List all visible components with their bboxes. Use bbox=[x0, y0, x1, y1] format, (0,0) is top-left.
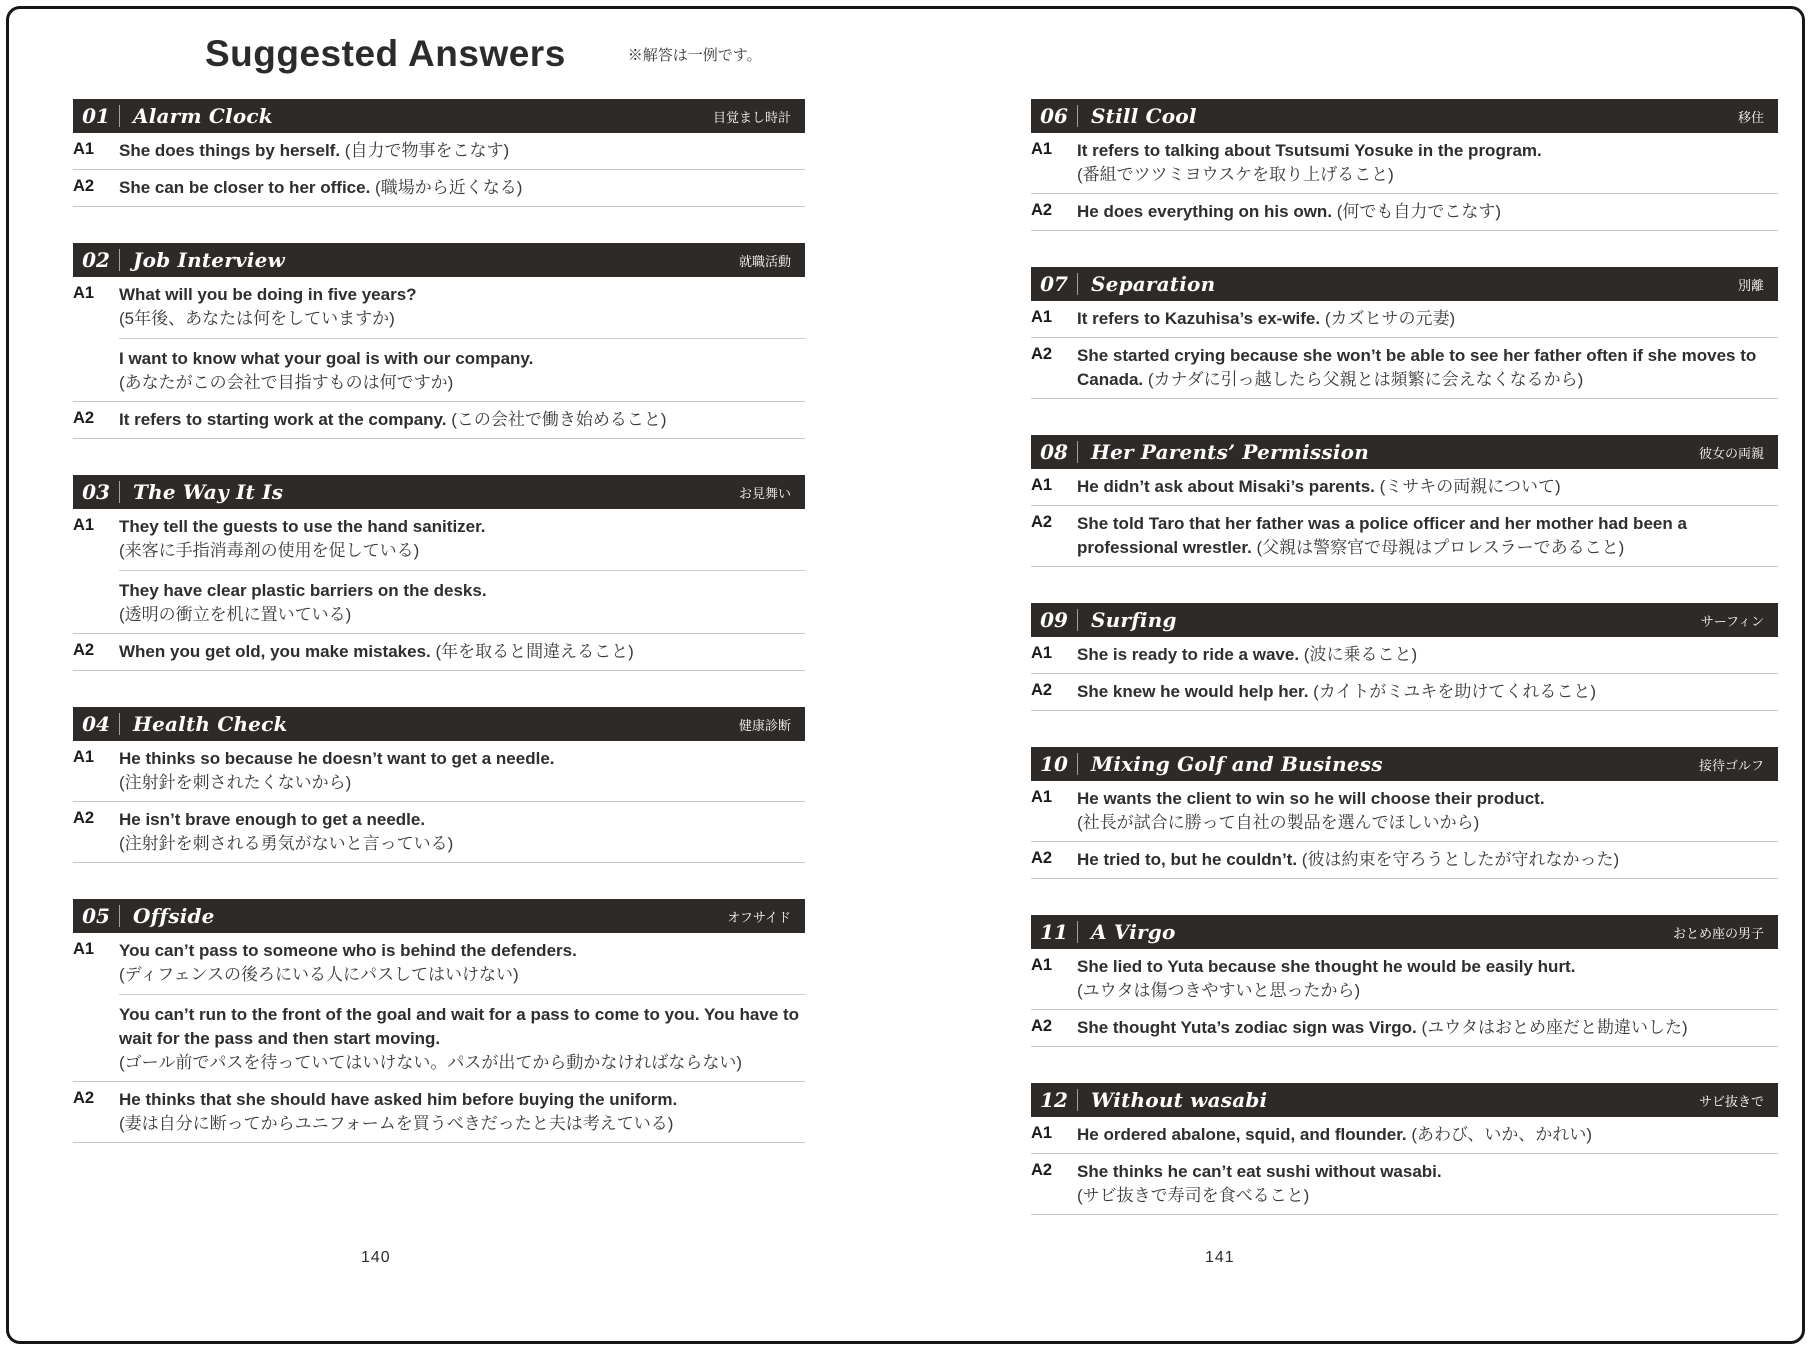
answer-list bbox=[73, 933, 805, 1143]
answer-japanese: (カイトがミユキを助けてくれること) bbox=[1313, 682, 1596, 701]
answer-body bbox=[119, 1088, 805, 1136]
answer-english: She does things by herself. bbox=[119, 141, 345, 160]
answer-label: A1 bbox=[1031, 140, 1053, 158]
section-header-divider bbox=[1077, 441, 1078, 463]
section-number: 10 bbox=[1040, 752, 1068, 776]
answer-japanese: (カズヒサの元妻) bbox=[1324, 309, 1456, 328]
section-title: Health Check bbox=[133, 712, 288, 736]
answer-body bbox=[1077, 680, 1778, 704]
answer-english: He didn’t ask about Misaki’s parents. bbox=[1077, 477, 1380, 496]
answer-label: A1 bbox=[73, 140, 95, 158]
answer-japanese: (彼は約束を守ろうとしたが守れなかった) bbox=[1301, 850, 1620, 869]
section-header-divider bbox=[1077, 105, 1078, 127]
answer-row bbox=[1031, 949, 1778, 1010]
answer-alternative-divider bbox=[119, 338, 805, 339]
answer-label: A2 bbox=[1031, 513, 1053, 531]
answer-body bbox=[1077, 512, 1778, 560]
section-header-bar bbox=[1031, 915, 1778, 949]
answer-english: She can be closer to her office. bbox=[119, 178, 376, 197]
answer-label: A2 bbox=[1031, 1161, 1053, 1179]
answer-body bbox=[119, 640, 805, 664]
section-header-divider bbox=[1077, 609, 1078, 631]
answer-label: A1 bbox=[73, 940, 95, 958]
answer-label: A1 bbox=[1031, 476, 1053, 494]
section-tag-japanese: お見舞い bbox=[738, 485, 791, 501]
answer-japanese: (透明の衝立を机に置いている) bbox=[119, 605, 352, 624]
answer-row bbox=[1031, 1010, 1778, 1047]
section-title: Offside bbox=[133, 904, 215, 928]
section-header-bar bbox=[73, 99, 805, 133]
answer-row bbox=[1031, 781, 1778, 842]
answer-section bbox=[73, 475, 805, 671]
answer-text-line bbox=[1077, 200, 1778, 224]
answer-text-line bbox=[1077, 163, 1778, 187]
answer-section bbox=[1031, 915, 1778, 1047]
answer-japanese: (妻は自分に断ってからユニフォームを買うべきだったと夫は考えている) bbox=[119, 1114, 674, 1133]
section-header-bar bbox=[73, 243, 805, 277]
answer-body bbox=[1077, 200, 1778, 224]
section-number: 03 bbox=[82, 480, 110, 504]
page-title: Suggested Answers bbox=[205, 33, 566, 74]
answer-japanese: (あわび、いか、かれい) bbox=[1411, 1125, 1593, 1144]
answer-japanese: (自力で物事をこなす) bbox=[344, 141, 510, 160]
answer-english: She started crying because she won’t be able to see her father often if she moves to Canada. bbox=[1077, 346, 1757, 389]
section-tag-japanese: 健康診断 bbox=[738, 717, 791, 733]
answer-text-line bbox=[1077, 979, 1778, 1003]
answer-label: A1 bbox=[1031, 956, 1053, 974]
answer-label: A2 bbox=[1031, 681, 1053, 699]
answer-japanese: (ユウタは傷つきやすいと思ったから) bbox=[1077, 981, 1361, 1000]
answer-section bbox=[73, 707, 805, 863]
answer-row bbox=[73, 402, 805, 439]
answer-label: A1 bbox=[1031, 308, 1053, 326]
answer-japanese: (注射針を刺されたくないから) bbox=[119, 773, 352, 792]
answer-row bbox=[1031, 301, 1778, 338]
section-header-divider bbox=[1077, 921, 1078, 943]
answer-label: A1 bbox=[73, 748, 95, 766]
answer-row bbox=[73, 933, 805, 1082]
section-tag-japanese: 接待ゴルフ bbox=[1698, 757, 1764, 773]
answer-text-line: He isn’t brave enough to get a needle. bbox=[119, 810, 426, 829]
answer-text-line bbox=[119, 408, 805, 432]
answer-english: She knew he would help her. bbox=[1077, 682, 1314, 701]
answer-row bbox=[73, 1082, 805, 1143]
answer-list bbox=[1031, 781, 1778, 879]
answer-row bbox=[73, 277, 805, 402]
answer-body bbox=[119, 408, 805, 432]
answer-body bbox=[1077, 307, 1778, 331]
answers-note: ※解答は一例です。 bbox=[627, 46, 762, 64]
answer-label: A2 bbox=[73, 809, 95, 827]
section-tag-japanese: オフサイド bbox=[727, 909, 791, 925]
answer-text-line bbox=[119, 176, 805, 200]
answer-text-line: He wants the client to win so he will choose their product. bbox=[1077, 789, 1545, 808]
answer-text-line bbox=[1077, 1184, 1778, 1208]
answer-text-line bbox=[119, 1112, 805, 1136]
section-header-divider bbox=[119, 905, 120, 927]
section-number: 07 bbox=[1040, 272, 1068, 296]
answer-text-line: He thinks that she should have asked him before buying the uniform. bbox=[119, 1090, 678, 1109]
answer-body bbox=[1077, 1016, 1778, 1040]
answer-list bbox=[1031, 637, 1778, 711]
section-tag-japanese: 別離 bbox=[1737, 277, 1764, 293]
answer-japanese: (ユウタはおとめ座だと勘違いした) bbox=[1421, 1018, 1688, 1037]
answer-text-line bbox=[1077, 848, 1778, 872]
section-title: Her Parents’ Permission bbox=[1091, 440, 1369, 464]
section-tag-japanese: 就職活動 bbox=[738, 253, 791, 269]
section-header-divider bbox=[119, 481, 120, 503]
answer-row bbox=[1031, 637, 1778, 674]
answer-japanese: (ディフェンスの後ろにいる人にパスしてはいけない) bbox=[119, 965, 519, 984]
answer-text-line bbox=[1077, 1123, 1778, 1147]
answer-body bbox=[119, 747, 805, 795]
answer-english: He tried to, but he couldn’t. bbox=[1077, 850, 1302, 869]
answer-label: A1 bbox=[1031, 788, 1053, 806]
answer-body bbox=[119, 515, 805, 627]
section-tag-japanese: おとめ座の男子 bbox=[1672, 925, 1764, 941]
answer-japanese: (この会社で働き始めること) bbox=[451, 410, 667, 429]
answer-body bbox=[1077, 955, 1778, 1003]
answer-japanese: (職場から近くなる) bbox=[375, 178, 523, 197]
answer-japanese: (社長が試合に勝って自社の製品を選んでほしいから) bbox=[1077, 813, 1480, 832]
section-header-bar bbox=[1031, 267, 1778, 301]
answer-body bbox=[119, 139, 805, 163]
answer-list bbox=[73, 741, 805, 863]
section-number: 12 bbox=[1040, 1088, 1068, 1112]
answer-list bbox=[73, 133, 805, 207]
answer-text-line: You can’t run to the front of the goal and wait for a pass to come to you. You have to wait for the pass and then start moving. bbox=[119, 1005, 800, 1048]
answer-section bbox=[73, 243, 805, 439]
section-title: Surfing bbox=[1091, 608, 1177, 632]
answer-row bbox=[73, 509, 805, 634]
section-header-bar bbox=[73, 899, 805, 933]
answer-row bbox=[1031, 1117, 1778, 1154]
answer-row bbox=[73, 133, 805, 170]
answer-text-line: I want to know what your goal is with our company. bbox=[119, 349, 534, 368]
section-title: Still Cool bbox=[1091, 104, 1197, 128]
answer-columns bbox=[9, 75, 1802, 1251]
answer-body bbox=[1077, 848, 1778, 872]
section-number: 11 bbox=[1040, 920, 1068, 944]
section-header-divider bbox=[119, 713, 120, 735]
section-header-bar bbox=[73, 475, 805, 509]
section-header-divider bbox=[1077, 753, 1078, 775]
answer-japanese: (注射針を刺される勇気がないと言っている) bbox=[119, 834, 454, 853]
answer-label: A2 bbox=[1031, 1017, 1053, 1035]
section-number: 09 bbox=[1040, 608, 1068, 632]
answer-row bbox=[1031, 842, 1778, 879]
section-header-bar bbox=[1031, 1083, 1778, 1117]
answer-japanese: (ミサキの両親について) bbox=[1379, 477, 1561, 496]
answer-alternative-divider bbox=[119, 570, 805, 571]
answer-body bbox=[119, 808, 805, 856]
answer-body bbox=[1077, 475, 1778, 499]
answer-row bbox=[1031, 194, 1778, 231]
section-title: Without wasabi bbox=[1091, 1088, 1268, 1112]
section-number: 05 bbox=[82, 904, 110, 928]
section-title: Job Interview bbox=[133, 248, 285, 272]
answer-body bbox=[1077, 787, 1778, 835]
answer-text-line bbox=[119, 771, 805, 795]
section-tag-japanese: 彼女の両親 bbox=[1698, 445, 1764, 461]
answer-text-line bbox=[119, 640, 805, 664]
section-title: Separation bbox=[1091, 272, 1216, 296]
answer-label: A2 bbox=[73, 409, 95, 427]
page-header bbox=[9, 9, 1802, 75]
answer-text-line: They tell the guests to use the hand sanitizer. bbox=[119, 517, 486, 536]
section-header-divider bbox=[119, 105, 120, 127]
answer-body bbox=[1077, 344, 1778, 392]
section-title: A Virgo bbox=[1091, 920, 1176, 944]
answer-text-line bbox=[119, 603, 805, 627]
answer-text-line: They have clear plastic barriers on the desks. bbox=[119, 581, 487, 600]
answer-text-line bbox=[119, 307, 805, 331]
answer-list bbox=[1031, 133, 1778, 231]
answer-label: A2 bbox=[73, 1089, 95, 1107]
answer-text-line bbox=[1077, 512, 1778, 560]
answer-text-line bbox=[119, 832, 805, 856]
answer-japanese: (何でも自力でこなす) bbox=[1336, 202, 1502, 221]
section-tag-japanese: サビ抜きで bbox=[1698, 1093, 1764, 1109]
answer-japanese: (あなたがこの会社で目指すものは何ですか) bbox=[119, 373, 454, 392]
answer-row bbox=[1031, 469, 1778, 506]
answer-japanese: (波に乗ること) bbox=[1303, 645, 1418, 664]
answer-text-line: She thinks he can’t eat sushi without wasabi. bbox=[1077, 1162, 1442, 1181]
answer-japanese: (年を取ると間違えること) bbox=[435, 642, 634, 661]
answer-english: She is ready to ride a wave. bbox=[1077, 645, 1304, 664]
right-column-page-141 bbox=[1031, 99, 1778, 1251]
answer-body bbox=[119, 176, 805, 200]
answer-text-line bbox=[1077, 1016, 1778, 1040]
left-column-page-140 bbox=[73, 99, 805, 1251]
answer-row bbox=[1031, 674, 1778, 711]
answer-section bbox=[1031, 99, 1778, 231]
section-number: 02 bbox=[82, 248, 110, 272]
answer-list bbox=[73, 277, 805, 439]
answer-text-line bbox=[119, 371, 805, 395]
answer-text-line: She lied to Yuta because she thought he would be easily hurt. bbox=[1077, 957, 1576, 976]
section-number: 01 bbox=[82, 104, 110, 128]
answer-english: It refers to starting work at the company. bbox=[119, 410, 452, 429]
answer-english: She thought Yuta’s zodiac sign was Virgo. bbox=[1077, 1018, 1422, 1037]
section-header-divider bbox=[119, 249, 120, 271]
section-tag-japanese: 目覚まし時計 bbox=[712, 109, 791, 125]
answer-japanese: (5年後、あなたは何をしていますか) bbox=[119, 309, 395, 328]
answer-list bbox=[1031, 301, 1778, 399]
answer-body bbox=[1077, 139, 1778, 187]
answer-text-line: He thinks so because he doesn’t want to get a needle. bbox=[119, 749, 555, 768]
answer-list bbox=[1031, 1117, 1778, 1215]
answer-section bbox=[1031, 747, 1778, 879]
answer-section bbox=[1031, 435, 1778, 567]
answer-label: A1 bbox=[1031, 644, 1053, 662]
answer-english: He ordered abalone, squid, and flounder. bbox=[1077, 1125, 1412, 1144]
answer-section bbox=[73, 99, 805, 207]
answer-row bbox=[1031, 1154, 1778, 1215]
answer-english: He does everything on his own. bbox=[1077, 202, 1337, 221]
answer-japanese: (サビ抜きで寿司を食べること) bbox=[1077, 1186, 1310, 1205]
answer-body bbox=[119, 939, 805, 1075]
answer-body bbox=[1077, 1123, 1778, 1147]
section-header-bar bbox=[1031, 603, 1778, 637]
answer-text-line bbox=[1077, 811, 1778, 835]
answer-list bbox=[1031, 949, 1778, 1047]
answer-english: When you get old, you make mistakes. bbox=[119, 642, 436, 661]
answer-list bbox=[73, 509, 805, 671]
page-frame bbox=[6, 6, 1805, 1344]
answer-list bbox=[1031, 469, 1778, 567]
answer-section bbox=[73, 899, 805, 1143]
answer-text-line bbox=[119, 539, 805, 563]
section-header-divider bbox=[1077, 1089, 1078, 1111]
answer-label: A2 bbox=[73, 641, 95, 659]
answer-label: A2 bbox=[73, 177, 95, 195]
answer-english: It refers to Kazuhisa’s ex-wife. bbox=[1077, 309, 1325, 328]
section-tag-japanese: 移住 bbox=[1737, 109, 1764, 125]
answer-row bbox=[1031, 506, 1778, 567]
answer-row bbox=[1031, 338, 1778, 399]
section-number: 04 bbox=[82, 712, 110, 736]
answer-text-line: You can’t pass to someone who is behind the defenders. bbox=[119, 941, 577, 960]
answer-label: A1 bbox=[1031, 1124, 1053, 1142]
answer-label: A1 bbox=[73, 284, 95, 302]
section-number: 06 bbox=[1040, 104, 1068, 128]
section-header-bar bbox=[1031, 435, 1778, 469]
answer-text-line bbox=[1077, 475, 1778, 499]
answer-row bbox=[73, 634, 805, 671]
section-header-bar bbox=[1031, 99, 1778, 133]
section-header-bar bbox=[73, 707, 805, 741]
answer-alternative-divider bbox=[119, 994, 805, 995]
answer-japanese: (父親は警察官で母親はプロレスラーであること) bbox=[1256, 538, 1625, 557]
section-title: Alarm Clock bbox=[133, 104, 273, 128]
section-title: Mixing Golf and Business bbox=[1091, 752, 1383, 776]
section-number: 08 bbox=[1040, 440, 1068, 464]
answer-text-line bbox=[119, 139, 805, 163]
section-title: The Way It Is bbox=[133, 480, 284, 504]
page-number-left: 140 bbox=[361, 1249, 391, 1266]
answer-section bbox=[1031, 267, 1778, 399]
answer-text-line bbox=[1077, 680, 1778, 704]
answer-text-line: It refers to talking about Tsutsumi Yosuke in the program. bbox=[1077, 141, 1542, 160]
answer-section bbox=[1031, 603, 1778, 711]
answer-body bbox=[1077, 1160, 1778, 1208]
page-number-right: 141 bbox=[1205, 1249, 1235, 1266]
answer-text-line bbox=[119, 963, 805, 987]
answer-row bbox=[73, 741, 805, 802]
answer-row bbox=[1031, 133, 1778, 194]
answer-text-line bbox=[1077, 643, 1778, 667]
section-tag-japanese: サーフィン bbox=[1700, 613, 1764, 629]
answer-japanese: (カナダに引っ越したら父親とは頻繁に会えなくなるから) bbox=[1147, 370, 1584, 389]
answer-text-line bbox=[1077, 307, 1778, 331]
answer-text-line bbox=[1077, 344, 1778, 392]
answer-label: A1 bbox=[73, 516, 95, 534]
answer-label: A2 bbox=[1031, 345, 1053, 363]
answer-body bbox=[119, 283, 805, 395]
answer-japanese: (番組でツツミヨウスケを取り上げること) bbox=[1077, 165, 1394, 184]
answer-label: A2 bbox=[1031, 849, 1053, 867]
answer-row bbox=[73, 170, 805, 207]
answer-label: A2 bbox=[1031, 201, 1053, 219]
answer-row bbox=[73, 802, 805, 863]
answer-body bbox=[1077, 643, 1778, 667]
answer-english: She told Taro that her father was a police officer and her mother had been a professional wrestler. bbox=[1077, 514, 1687, 557]
answer-japanese: (来客に手指消毒剤の使用を促している) bbox=[119, 541, 420, 560]
answer-section bbox=[1031, 1083, 1778, 1215]
answer-text-line bbox=[119, 1051, 805, 1075]
answer-text-line: What will you be doing in five years? bbox=[119, 285, 417, 304]
section-header-bar bbox=[1031, 747, 1778, 781]
section-header-divider bbox=[1077, 273, 1078, 295]
answer-japanese: (ゴール前でパスを待っていてはいけない。パスが出てから動かなければならない) bbox=[119, 1053, 742, 1072]
